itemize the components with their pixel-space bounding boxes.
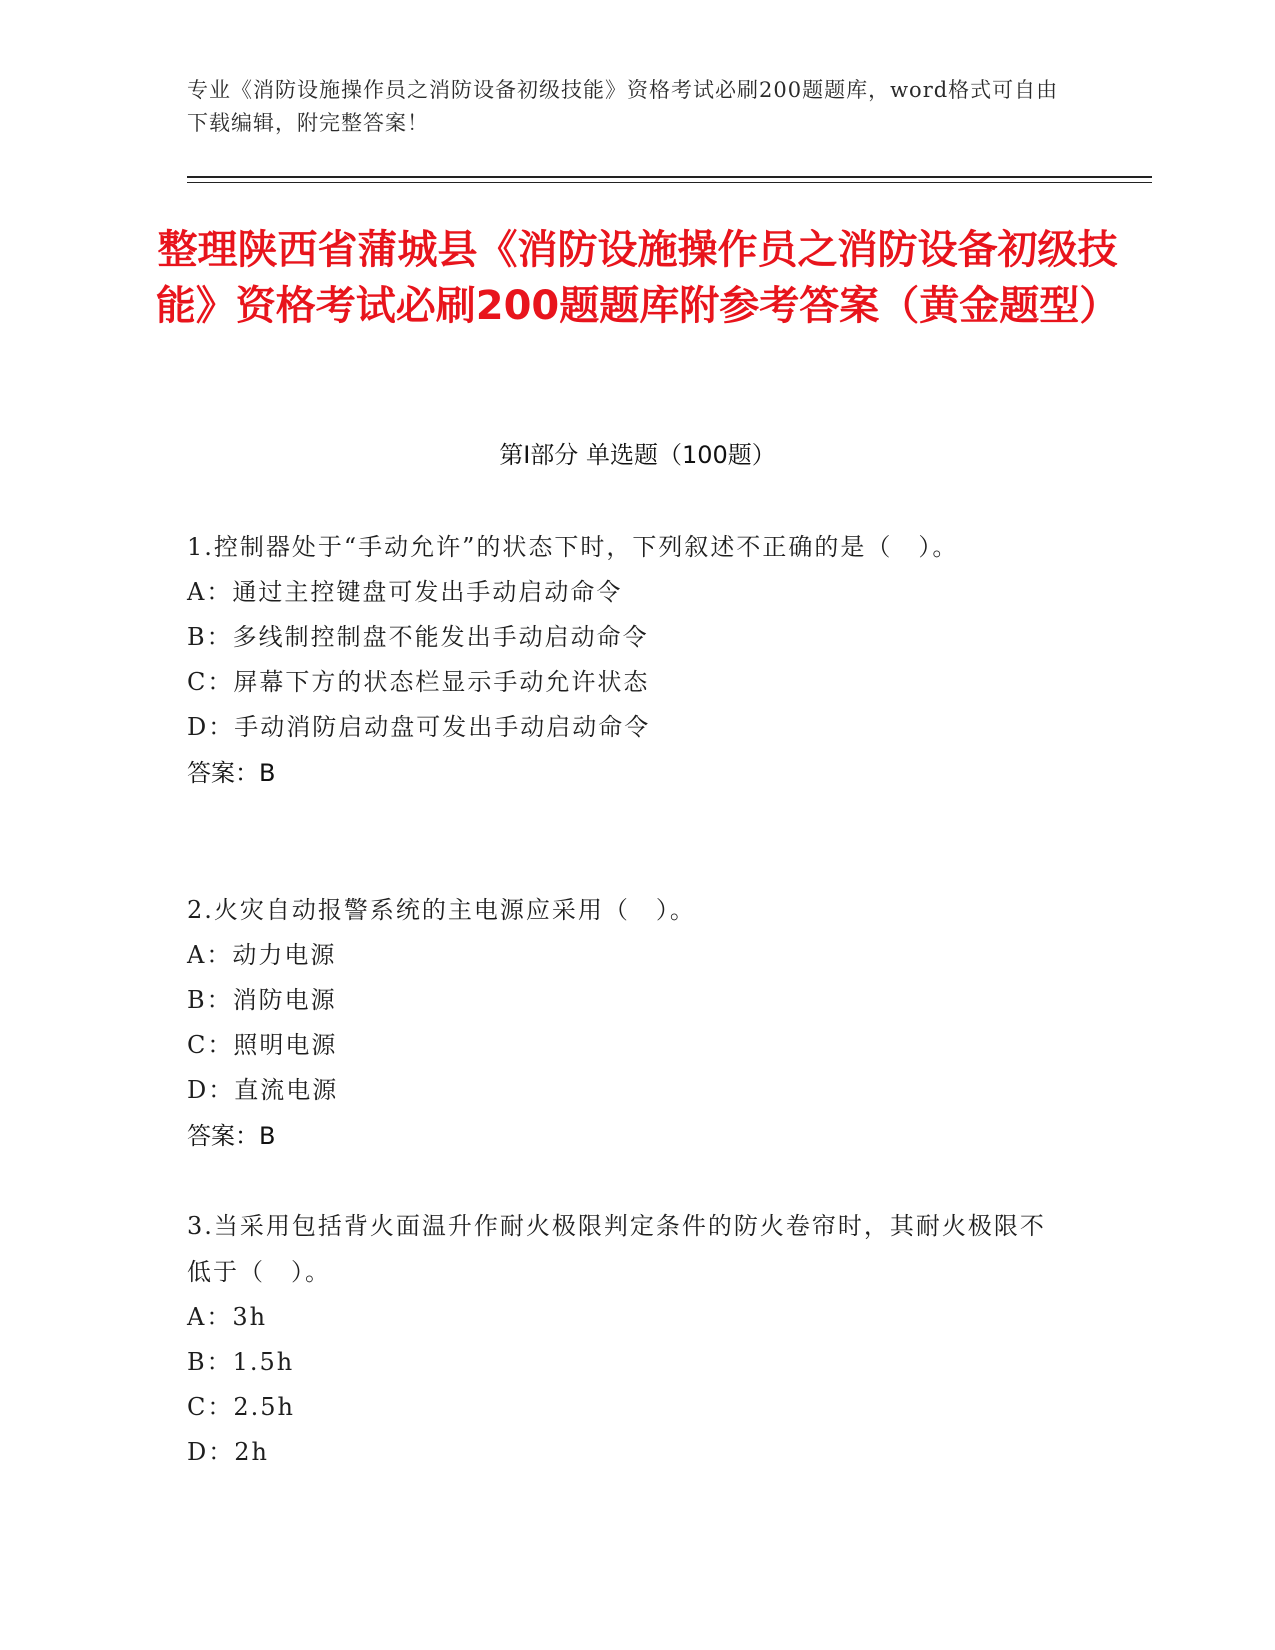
answer: 答案：B: [187, 759, 276, 787]
section-title: 第Ⅰ部分 单选题（100题）: [499, 441, 776, 469]
question-text: 2.火灾自动报警系统的主电源应采用（ ）。: [187, 896, 696, 924]
option-d: D：手动消防启动盘可发出手动启动命令: [187, 713, 651, 741]
option-a: A：动力电源: [187, 941, 337, 969]
document-title: 整理陕西省蒲城县《消防设施操作员之消防设备初级技能》资格考试必刷200题题库附参考答案（黄金题型）: [155, 227, 1120, 329]
option-c: C：照明电源: [187, 1031, 338, 1059]
option-a: A：通过主控键盘可发出手动启动命令: [187, 578, 623, 606]
answer: 答案：B: [187, 1122, 276, 1150]
question-text: 3.当采用包括背火面温升作耐火极限判定条件的防火卷帘时，其耐火极限不低于（ ）。: [187, 1212, 1046, 1286]
option-d: D：2h: [187, 1438, 269, 1466]
option-a: A：3h: [187, 1303, 268, 1331]
question-2: [187, 887, 1067, 1159]
option-b: B：多线制控制盘不能发出手动启动命令: [187, 623, 649, 651]
option-c: C：2.5h: [187, 1393, 295, 1421]
header-rule-thick: [187, 176, 1152, 178]
question-text: 1.控制器处于“手动允许”的状态下时，下列叙述不正确的是（ ）。: [187, 533, 959, 561]
option-c: C：屏幕下方的状态栏显示手动允许状态: [187, 668, 650, 696]
header-rule-thin: [187, 182, 1152, 183]
option-d: D：直流电源: [187, 1076, 339, 1104]
question-3: [187, 1203, 1067, 1475]
option-b: B：消防电源: [187, 986, 337, 1014]
question-1: [187, 524, 1067, 796]
option-b: B：1.5h: [187, 1348, 295, 1376]
header-note: 专业《消防设施操作员之消防设备初级技能》资格考试必刷200题题库，word格式可自由下载编辑，附完整答案！: [187, 78, 1059, 135]
